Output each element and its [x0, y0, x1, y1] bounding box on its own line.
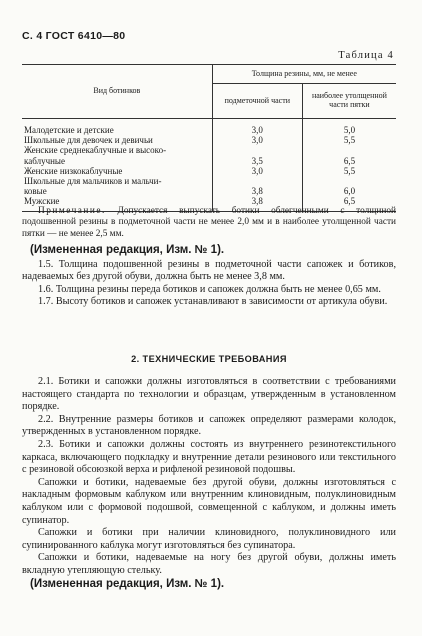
row-type: ковые: [22, 186, 212, 196]
paragraph-1-6: 1.6. Толщина резины переда ботиков и сапожек должна быть не менее 0,65 мм.: [38, 283, 381, 295]
row-heel-value: 6,5: [302, 196, 396, 211]
section-1-continuation: [22, 244, 396, 309]
row-sole-value: [212, 145, 302, 155]
row-type: Женские низкокаблучные: [22, 166, 212, 176]
paragraph-2-3c: Сапожки и ботики, надеваемые на ногу без другой обуви, должны иметь вкладную утепляющую стельку.: [22, 552, 396, 576]
paragraph-2-3b: Сапожки и ботики при наличии клиновидного, полуклиновидного или супинированного каблука могут изготовляться без супинатора.: [22, 527, 396, 551]
page-header: С. 4 ГОСТ 6410—80: [22, 30, 126, 42]
section-2: [22, 376, 396, 592]
revision-note-2: (Измененная редакция, Изм. № 1).: [30, 577, 225, 590]
note-label: Примечание.: [38, 206, 106, 216]
row-type: Женские среднекаблучные и высоко-: [22, 145, 212, 155]
paragraph-2-1: 2.1. Ботики и сапожки должны изготовляться в соответствии с требованиями настоящего стандарта по технологии и образцам, утвержденным в установленном порядке.: [22, 376, 396, 413]
table-row: [22, 166, 396, 176]
col-header-type: Вид ботинков: [22, 65, 212, 119]
row-heel-value: [302, 145, 396, 155]
paragraph-1-7: 1.7. Высоту ботиков и сапожек устанавливают в зависимости от артикула обуви.: [38, 296, 388, 308]
col-group-header: Толщина резины, мм, не менее: [212, 65, 396, 84]
row-sole-value: [212, 176, 302, 186]
table-row: [22, 119, 396, 136]
paragraph-2-3: 2.3. Ботики и сапожки должны состоять из внутреннего резинотекстильного каркаса, включающего подкладку и внутренние детали резинового или текстильного с резиновой обсоюзкой верха и рифленой резиновой подошвы.: [22, 438, 396, 476]
row-type: Мужские: [22, 196, 212, 211]
table-row: [22, 176, 396, 186]
row-sole-value: 3,8: [212, 196, 302, 211]
col-header-heel: наиболее утолщенной части пятки: [302, 84, 396, 119]
row-type: Школьные для мальчиков и мальчи-: [22, 176, 212, 186]
table-row: [22, 156, 396, 166]
col-header-sole: подметочной части: [212, 84, 302, 119]
row-heel-value: [302, 176, 396, 186]
table-row: [22, 145, 396, 155]
paragraph-2-2: 2.2. Внутренние размеры ботиков и сапожек определяют размерами колодок, утвержденных в установленном порядке.: [22, 413, 396, 438]
paragraph-2-3a: Сапожки и ботики, надеваемые без другой обуви, должны изготовляться с накладным формовым каблуком или внутренним клиновидным, полуклиновидным каблуком или с формовой подошвой, совмещенной с каблуком, и должны иметь супинатор.: [22, 476, 396, 526]
row-sole-value: 3,5: [212, 156, 302, 166]
thickness-table: [22, 64, 396, 212]
table-row: [22, 186, 396, 196]
row-heel-value: 6,0: [343, 186, 356, 197]
row-heel-value: 6,5: [343, 155, 356, 166]
row-heel-value: 5,5: [343, 135, 356, 146]
row-sole-value: 3,0: [212, 135, 302, 145]
row-heel-value: 5,5: [343, 165, 356, 176]
row-type: каблучные: [22, 156, 212, 166]
paragraph-1-5: 1.5. Толщина подошвенной резины в подметочной части сапожек и ботиков, надеваемых без другой обуви, должна быть не менее 3,8 мм.: [22, 258, 396, 283]
row-sole-value: 3,0: [212, 166, 302, 176]
note-text: Допускается выпускать ботики облегченными с толщиной подошвенной резины в подметочной части не менее 2,0 мм и в наиболее утолщенной части пятки — не менее 2,5 мм.: [22, 206, 396, 239]
row-heel-value: 5,0: [343, 125, 356, 135]
row-sole-value: 3,0: [212, 119, 302, 136]
table-caption: Таблица 4: [338, 50, 394, 61]
row-type: Школьные для девочек и девичьи: [22, 135, 212, 145]
table-note: [22, 206, 396, 240]
section-title: 2. ТЕХНИЧЕСКИЕ ТРЕБОВАНИЯ: [131, 354, 287, 364]
row-sole-value: 3,8: [212, 186, 302, 196]
revision-note: (Измененная редакция, Изм. № 1).: [30, 244, 225, 256]
row-type: Малодетские и детские: [22, 119, 212, 136]
table-row: [22, 135, 396, 145]
